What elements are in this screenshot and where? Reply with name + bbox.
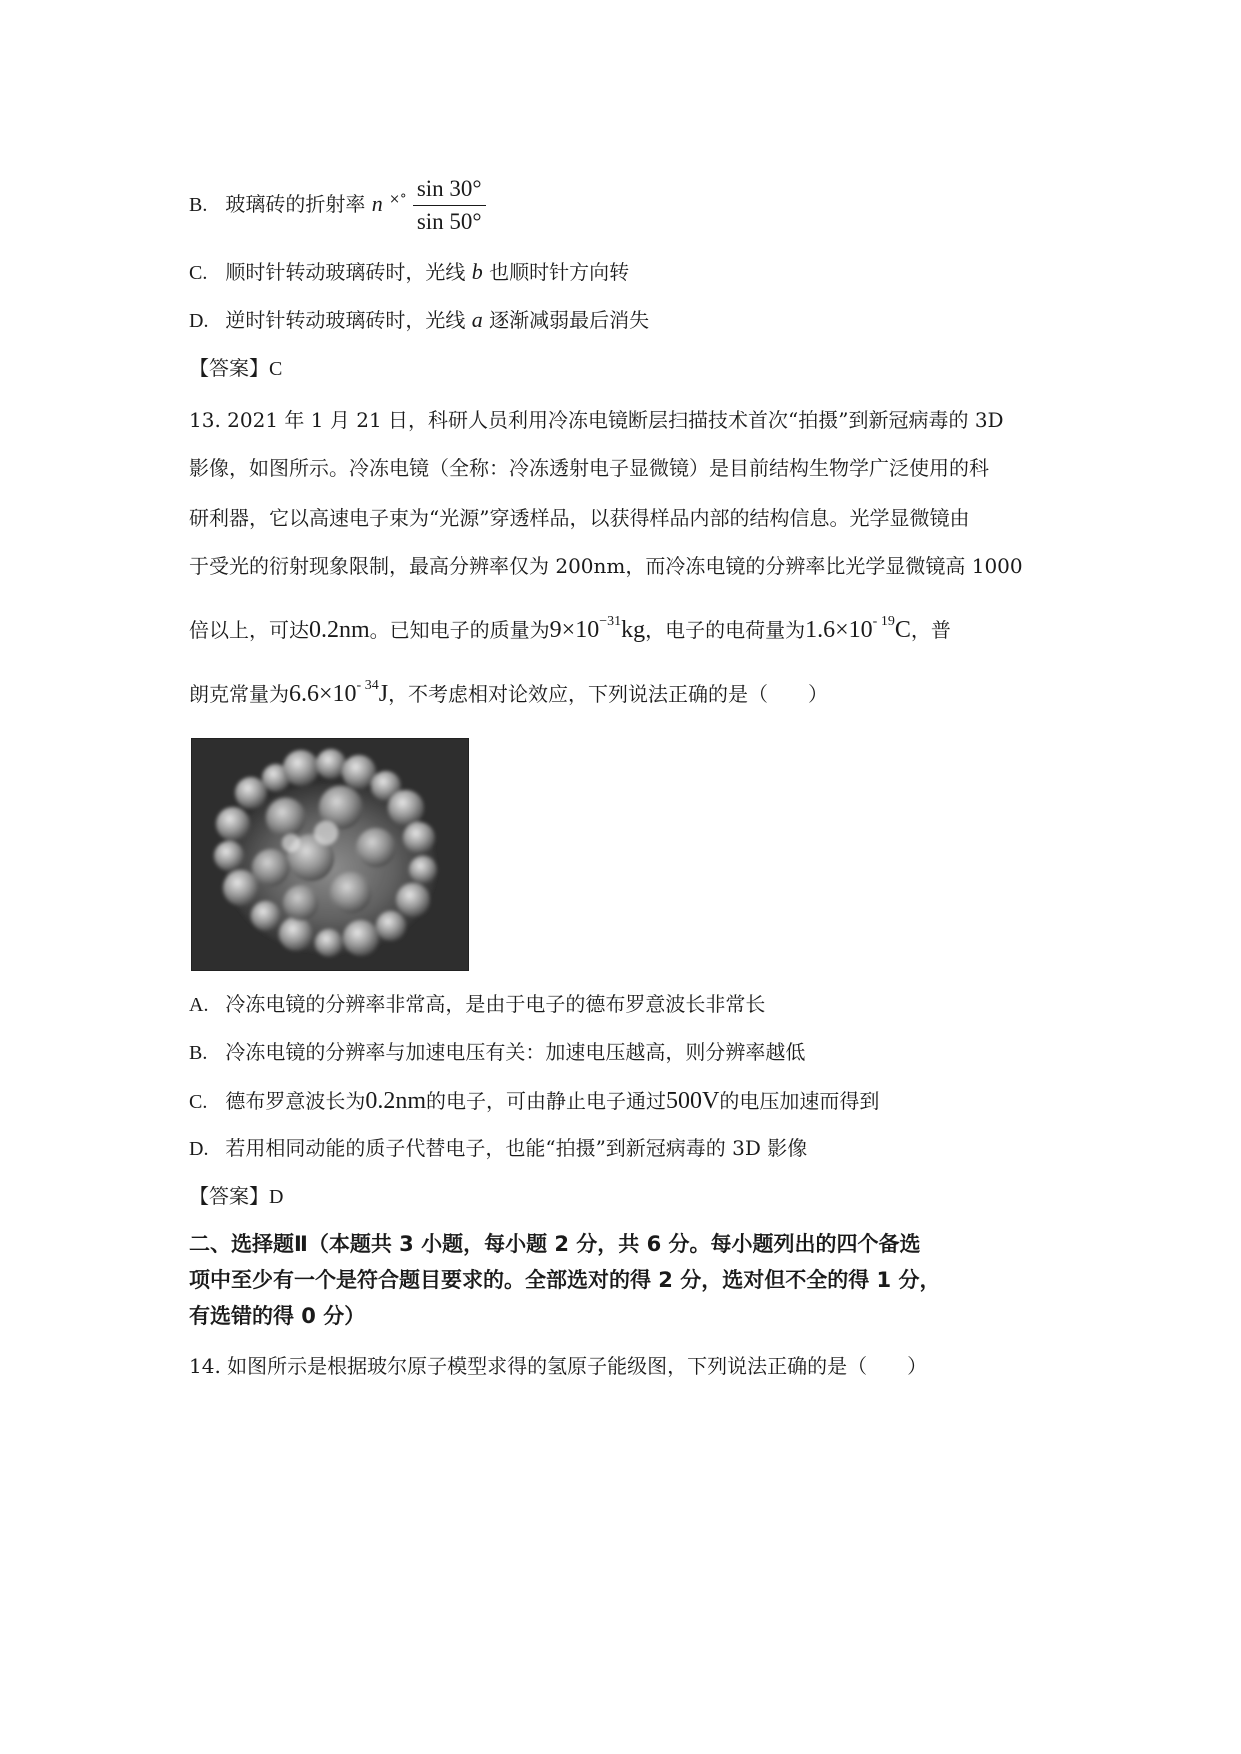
option-label: A. [189, 994, 209, 1016]
text-span: 。已知电子的质量为 [369, 618, 550, 642]
electron-charge-exponent: - 19 [872, 614, 895, 629]
q13-option-a [189, 990, 765, 1019]
section-2-heading-line-3: 有选错的得 0 分） [189, 1304, 366, 1328]
text-span: ，电子的电荷量为 [645, 618, 806, 642]
garbled-symbol: ×° [389, 192, 407, 207]
section-2-heading-line-2: 项中至少有一个是符合题目要求的。全部选对的得 2 分，选对但不全的得 1 分， [189, 1268, 941, 1292]
electron-mass-value: 9×10 [549, 617, 600, 643]
option-text: 玻璃砖的折射率 [225, 192, 366, 216]
fraction-numerator: sin 30° [413, 173, 486, 206]
refraction-fraction [413, 173, 486, 238]
electron-charge-value: 1.6×10 [805, 617, 873, 643]
planck-constant-exponent: - 34 [356, 678, 379, 693]
variable-b: b [471, 259, 483, 284]
q12-option-d [189, 306, 649, 335]
option-label: D. [189, 1138, 209, 1160]
variable-n: n [371, 191, 383, 216]
answer-tag: 【答案】 [189, 1184, 269, 1208]
text-span: 德布罗意波长为 [225, 1089, 366, 1113]
option-text: 冷冻电镜的分辨率非常高，是由于电子的德布罗意波长非常长 [225, 992, 766, 1016]
q13-stem-line-2: 影像，如图所示。冷冻电镜（全称：冷冻透射电子显微镜）是目前结构生物学广泛使用的科 [189, 456, 989, 480]
text-span: 的电子，可由静止电子通过 [426, 1089, 667, 1113]
virus-3d-image-svg [191, 738, 469, 971]
planck-constant-value: 6.6×10 [289, 681, 357, 707]
voltage-value: 500V [666, 1088, 720, 1114]
option-text-rest: 也顺时针方向转 [489, 260, 630, 284]
option-label: C. [189, 262, 208, 284]
answer-value: C [269, 358, 283, 380]
q13-answer [189, 1182, 283, 1211]
option-text: 若用相同动能的质子代替电子，也能“拍摄”到新冠病毒的 3D 影像 [225, 1136, 808, 1160]
option-label: B. [189, 1042, 208, 1064]
electron-charge-unit: C [894, 617, 911, 643]
electron-mass-unit: kg [621, 617, 646, 643]
q13-stem-line-6 [189, 668, 828, 712]
text-span: 朗克常量为 [189, 682, 289, 706]
q14-stem: 14. 如图所示是根据玻尔原子模型求得的氢原子能级图，下列说法正确的是（ ） [189, 1354, 928, 1378]
text-span: ，普 [910, 618, 951, 642]
q13-option-c [189, 1084, 879, 1119]
option-label: B. [189, 194, 208, 216]
q12-option-b [189, 168, 486, 232]
fraction-denominator: sin 50° [416, 209, 482, 234]
q13-stem-line-3: 研利器，它以高速电子束为“光源”穿透样品，以获得样品内部的结构信息。光学显微镜由 [189, 506, 970, 530]
q12-option-c [189, 258, 629, 287]
q13-stem-line-4: 于受光的衍射现象限制，最高分辨率仅为 200nm，而冷冻电镜的分辨率比光学显微镜高 1000 [189, 554, 1023, 578]
electron-mass-exponent: −31 [599, 614, 622, 629]
answer-value: D [269, 1186, 284, 1208]
wavelength-value: 0.2nm [365, 1088, 427, 1114]
option-label: C. [189, 1091, 208, 1113]
resolution-value: 0.2nm [309, 617, 370, 643]
option-label: D. [189, 310, 209, 332]
text-span: ，不考虑相对论效应，下列说法正确的是（ ） [388, 682, 829, 706]
q13-stem-line-1: 13. 2021 年 1 月 21 日，科研人员利用冷冻电镜断层扫描技术首次“拍摄”到新冠病毒的 3D [189, 408, 1004, 432]
text-span: 的电压加速而得到 [719, 1089, 880, 1113]
q12-answer [189, 354, 282, 383]
option-text: 顺时针转动玻璃砖时，光线 [225, 260, 466, 284]
variable-a: a [471, 307, 483, 332]
planck-constant-unit: J [378, 681, 389, 707]
option-text: 逆时针转动玻璃砖时，光线 [225, 308, 466, 332]
q13-stem-line-5 [189, 604, 951, 648]
q13-option-b [189, 1038, 805, 1067]
option-text-rest: 逐渐减弱最后消失 [489, 308, 650, 332]
answer-tag: 【答案】 [189, 356, 269, 380]
text-span: 倍以上，可达 [189, 618, 309, 642]
q13-option-d [189, 1134, 807, 1163]
section-2-heading-line-1: 二、选择题Ⅱ（本题共 3 小题，每小题 2 分，共 6 分。每小题列出的四个备选 [189, 1232, 921, 1256]
virus-3d-image [191, 738, 469, 971]
option-text: 冷冻电镜的分辨率与加速电压有关：加速电压越高，则分辨率越低 [225, 1040, 806, 1064]
